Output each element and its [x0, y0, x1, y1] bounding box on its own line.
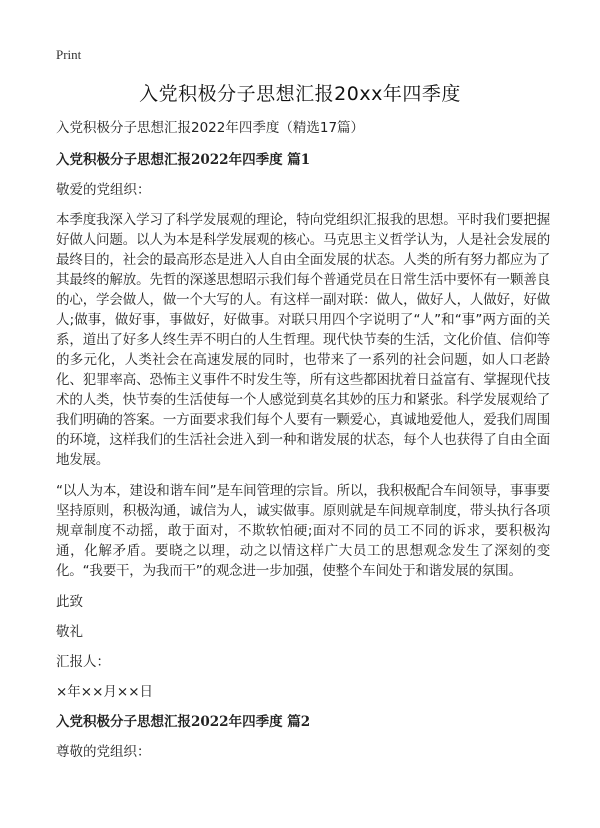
document-subtitle: 入党积极分子思想汇报2022年四季度（精选17篇）: [56, 120, 365, 136]
section-1-heading: 入党积极分子思想汇报2022年四季度 篇1: [56, 152, 311, 168]
print-link[interactable]: Print: [56, 47, 82, 62]
section-1-paragraph-1: 本季度我深入学习了科学发展观的理论，特向党组织汇报我的思想。平时我们要把握好做人问题。以人为本是科学发展观的核心。马克思主义哲学认为，人是社会发展的最终目的，社会的最高形态是进入人自由全面发展的状态。人类的所有努力都应为了其最终的解放。先哲的深遂思想昭示我们每个普通党员在日常生活中要怀有一颗善良的心，学会做人，做一个大写的人。有这样一副对联：做人，做好人，人做好，好做人;做事，做好事，事做好，好做事。对联只用四个字说明了“人”和“事”两方面的关系，道出了好多人终生弄不明白的人生哲理。现代快节奏的生活，文化价值、信仰等的多元化，人类社会在高速发展的同时，也带来了一系列的社会问题，如人口老龄化、犯罪率高、恐怖主义事件不时发生等，所有这些都困扰着日益富有、掌握现代技术的人类，快节奏的生活使每一个人感觉到莫名其妙的压力和紧张。科学发展观给了我们明确的答案。一方面要求我们每个人要有一颗爱心，真诚地爱他人，爱我们周围的环境，这样我们的生活社会进入到一种和谐发展的状态，每个人也获得了自由全面地发展。: [56, 212, 550, 468]
closing-salutation: 此致: [56, 594, 83, 610]
closing-regards: 敬礼: [56, 624, 83, 640]
section-1-greeting: 敬爱的党组织：: [56, 182, 151, 198]
reporter-label: 汇报人：: [56, 654, 110, 670]
document-body: [56, 118, 550, 772]
section-2-heading: 入党积极分子思想汇报2022年四季度 篇2: [56, 714, 311, 730]
document-title: 入党积极分子思想汇报20xx年四季度: [139, 83, 461, 105]
section-1-paragraph-2: “以人为本，建设和谐车间”是车间管理的宗旨。所以，我积极配合车间领导，事事要坚持原则，积极沟通，诚信为人，诚实做事。原则就是车间规章制度，带头执行各项规章制度不动摇，敢于面对，不欺软怕硬;面对不同的员工不同的诉求，要积极沟通，化解矛盾。要晓之以理，动之以情这样广大员工的思想观念发生了深刻的变化。“我要干，为我而干”的观念进一步加强，使整个车间处于和谐发展的氛围。: [56, 483, 550, 579]
section-2-greeting: 尊敬的党组织：: [56, 744, 151, 760]
report-date: ×年××月××日: [56, 684, 154, 700]
